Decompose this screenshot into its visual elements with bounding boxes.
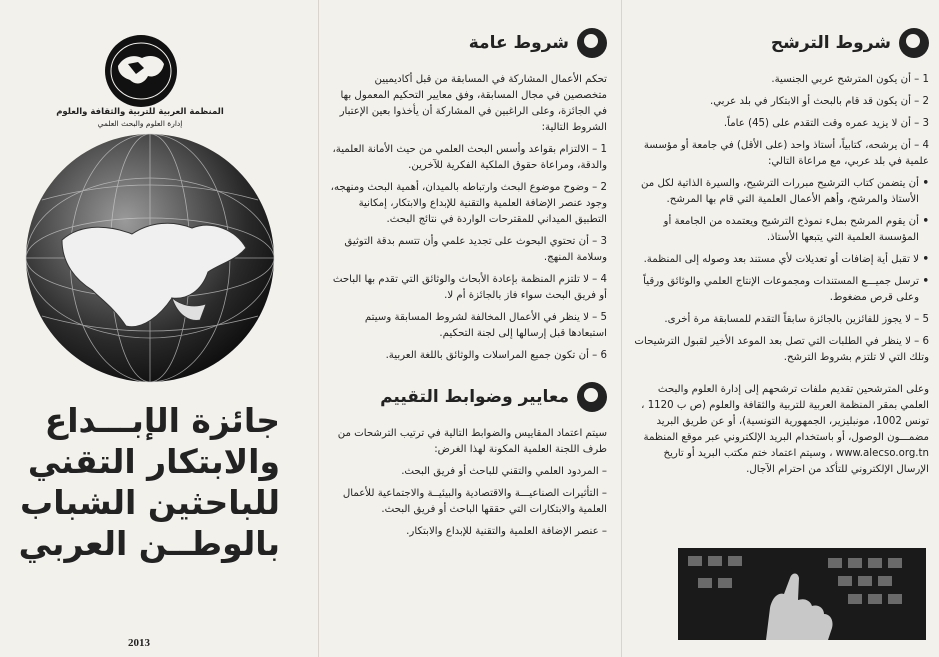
candidacy-conditions-header [629,28,929,58]
list-item: 5 – لا ينظر في الأعمال المخالفة لشروط المسابقة وسيتم استبعادها قبل إرسالها إلى لجنة التحكيم. [364,312,607,339]
section-symbol-icon [577,28,607,58]
list-item: • لا تقبل أية إضافات أو تعديلات لأي مستند بعد وصوله إلى المنظمة. [629,252,929,268]
candidacy-conditions-list [629,72,929,170]
list-item: – عنصر الإضافة العلمية والتقنية للإبداع والابتكار. [406,526,607,537]
list-item: 2 – وضوح موضوع البحث وارتباطه بالميدان، أهمية البحث ومنهجه، وجود عنصر الإضافة العلمية والتقنية للإبداع والابتكار، إمكانية التطبيق الميداني للمقترحات الواردة في نتائج البحث. [330,182,607,225]
list-item: 2 – أن يكون قد قام بالبحث أو الابتكار في بلد عربي. [709,96,929,107]
list-item: 6 – أن تكون جميع المراسلات والوثائق باللغة العربية. [385,350,607,361]
cover-title [18,400,280,564]
list-item: 6 – لا ينظر في الطلبات التي تصل بعد الموعد الأخير لقبول الترشيحات وتلك التي لا تلتزم بشروط الترشح. [634,336,929,363]
evaluation-criteria-intro: سيتم اعتماد المقاييس والضوابط التالية في ترتيب الترشحات من طرف اللجنة العلمية المكونة لهذا الغرض: [337,428,607,455]
middle-panel [318,0,621,657]
nomination-requirements-list [629,176,929,306]
cover-year: 2013 [128,637,150,649]
section-symbol-icon [577,382,607,412]
list-item: – المردود العلمي والتقني للباحث أو فريق البحث. [401,466,607,477]
general-conditions-list [328,142,607,364]
cover-title-line: بالوطــن العربي [18,524,280,563]
cover-title-line: والابتكار التقني [27,442,280,481]
general-conditions-header [328,28,607,58]
candidacy-conditions-heading: شروط الترشح [770,33,891,53]
organization-name: المنظمة العربية للتربية والثقافة والعلوم [56,107,224,117]
list-item: 5 – لا يجوز للفائزين بالجائزة سابقاً التقدم للمسابقة مرة أخرى. [664,314,929,325]
list-item: • ترسل جميـــع المستندات ومجموعات الإنتاج العلمي والوثائق ورقياً وعلى قرص مضغوط. [629,274,929,306]
list-item: • أن يقوم المرشح بملء نموذج الترشيح ويعتمده من الجامعة أو المؤسسة العلمية التي يتبعها الأستاذ. [629,214,929,246]
alecso-logo-icon [104,34,178,108]
hand-touching-screen-photo [678,548,926,640]
list-item: 3 – أن تحتوي البحوث على تجديد علمي وأن تتسم بدقة التوثيق وسلامة المنهج. [344,236,607,263]
cover-panel [0,0,318,657]
department-name: إدارة العلوم والبحث العلمي [97,119,183,128]
cover-title-line: للباحثين الشباب [20,483,280,522]
general-conditions-heading: شروط عامة [468,33,569,53]
cover-title-line: جائزة الإبـــداع [44,401,280,440]
list-item: 4 – أن يرشحه، كتابياً، أستاذ واحد (على الأقل) في جامعة أو مؤسسة علمية في بلد عربي، مع مراعاة التالي: [643,140,929,167]
evaluation-criteria-heading: معايير وضوابط التقييم [380,387,569,407]
organization-name-block [30,106,250,129]
list-item: • أن يتضمن كتاب الترشيح مبررات الترشيح، والسيرة الذاتية لكل من الأستاذ والمرشح، وأهم الأعمال العلمية التي قام بها المرشح. [629,176,929,208]
list-item: – التأثيرات الصناعيـــة والاقتصادية والبيئيــة والاجتماعية للأعمال العلمية والابتكارات التي حققها الباحث أو فريق البحث. [342,488,607,515]
evaluation-criteria-list [328,464,607,540]
submission-instructions: وعلى المترشحين تقديم ملفات ترشحهم إلى إدارة العلوم والبحث العلمي بمقر المنظمة العربية للتربية والثقافة والعلوم (ص ب 1120 ، تونس 1002، مونبليزير، الجمهورية التونسية)، أو عن طريق البريد مضمـــون الوصول، أو باستخدام البريد الإلكتروني عبر موقع المنظمة www.alecso.org.tn ، وسيتم اعتماد ختم مكتب البريد أو تاريخ الإرسال الإلكتروني للتأكد من احترام الآجال. [641,384,929,475]
list-item: 1 – أن يكون المترشح عربي الجنسية. [771,74,929,85]
list-item: 1 – الالتزام بقواعد وأسس البحث العلمي من حيث الأمانة العلمية، والدقة، ومراعاة حقوق الملكية الفكرية للآخرين. [332,144,607,171]
evaluation-criteria-header [328,382,607,412]
candidacy-conditions-list-continued [629,312,929,366]
list-item: 4 – لا تلتزم المنظمة بإعادة الأبحاث والوثائق التي تقدم بها الباحث أو فريق البحث سواء فاز بالجائزة أم لا. [332,274,607,301]
list-item: 3 – أن لا يزيد عمره وقت التقدم على (45) عاماً. [723,118,929,129]
globe-arab-map-icon [22,130,278,386]
section-symbol-icon [899,28,929,58]
general-conditions-intro: تحكم الأعمال المشاركة في المسابقة من قبل أكاديميين متخصصين في مجال المسابقة، وفق معايير التحكيم المعمول بها في الجائزة، وعلى الراغبين في المشاركة أن يأخذوا بعين الإعتبار الشروط التالية: [339,74,607,133]
